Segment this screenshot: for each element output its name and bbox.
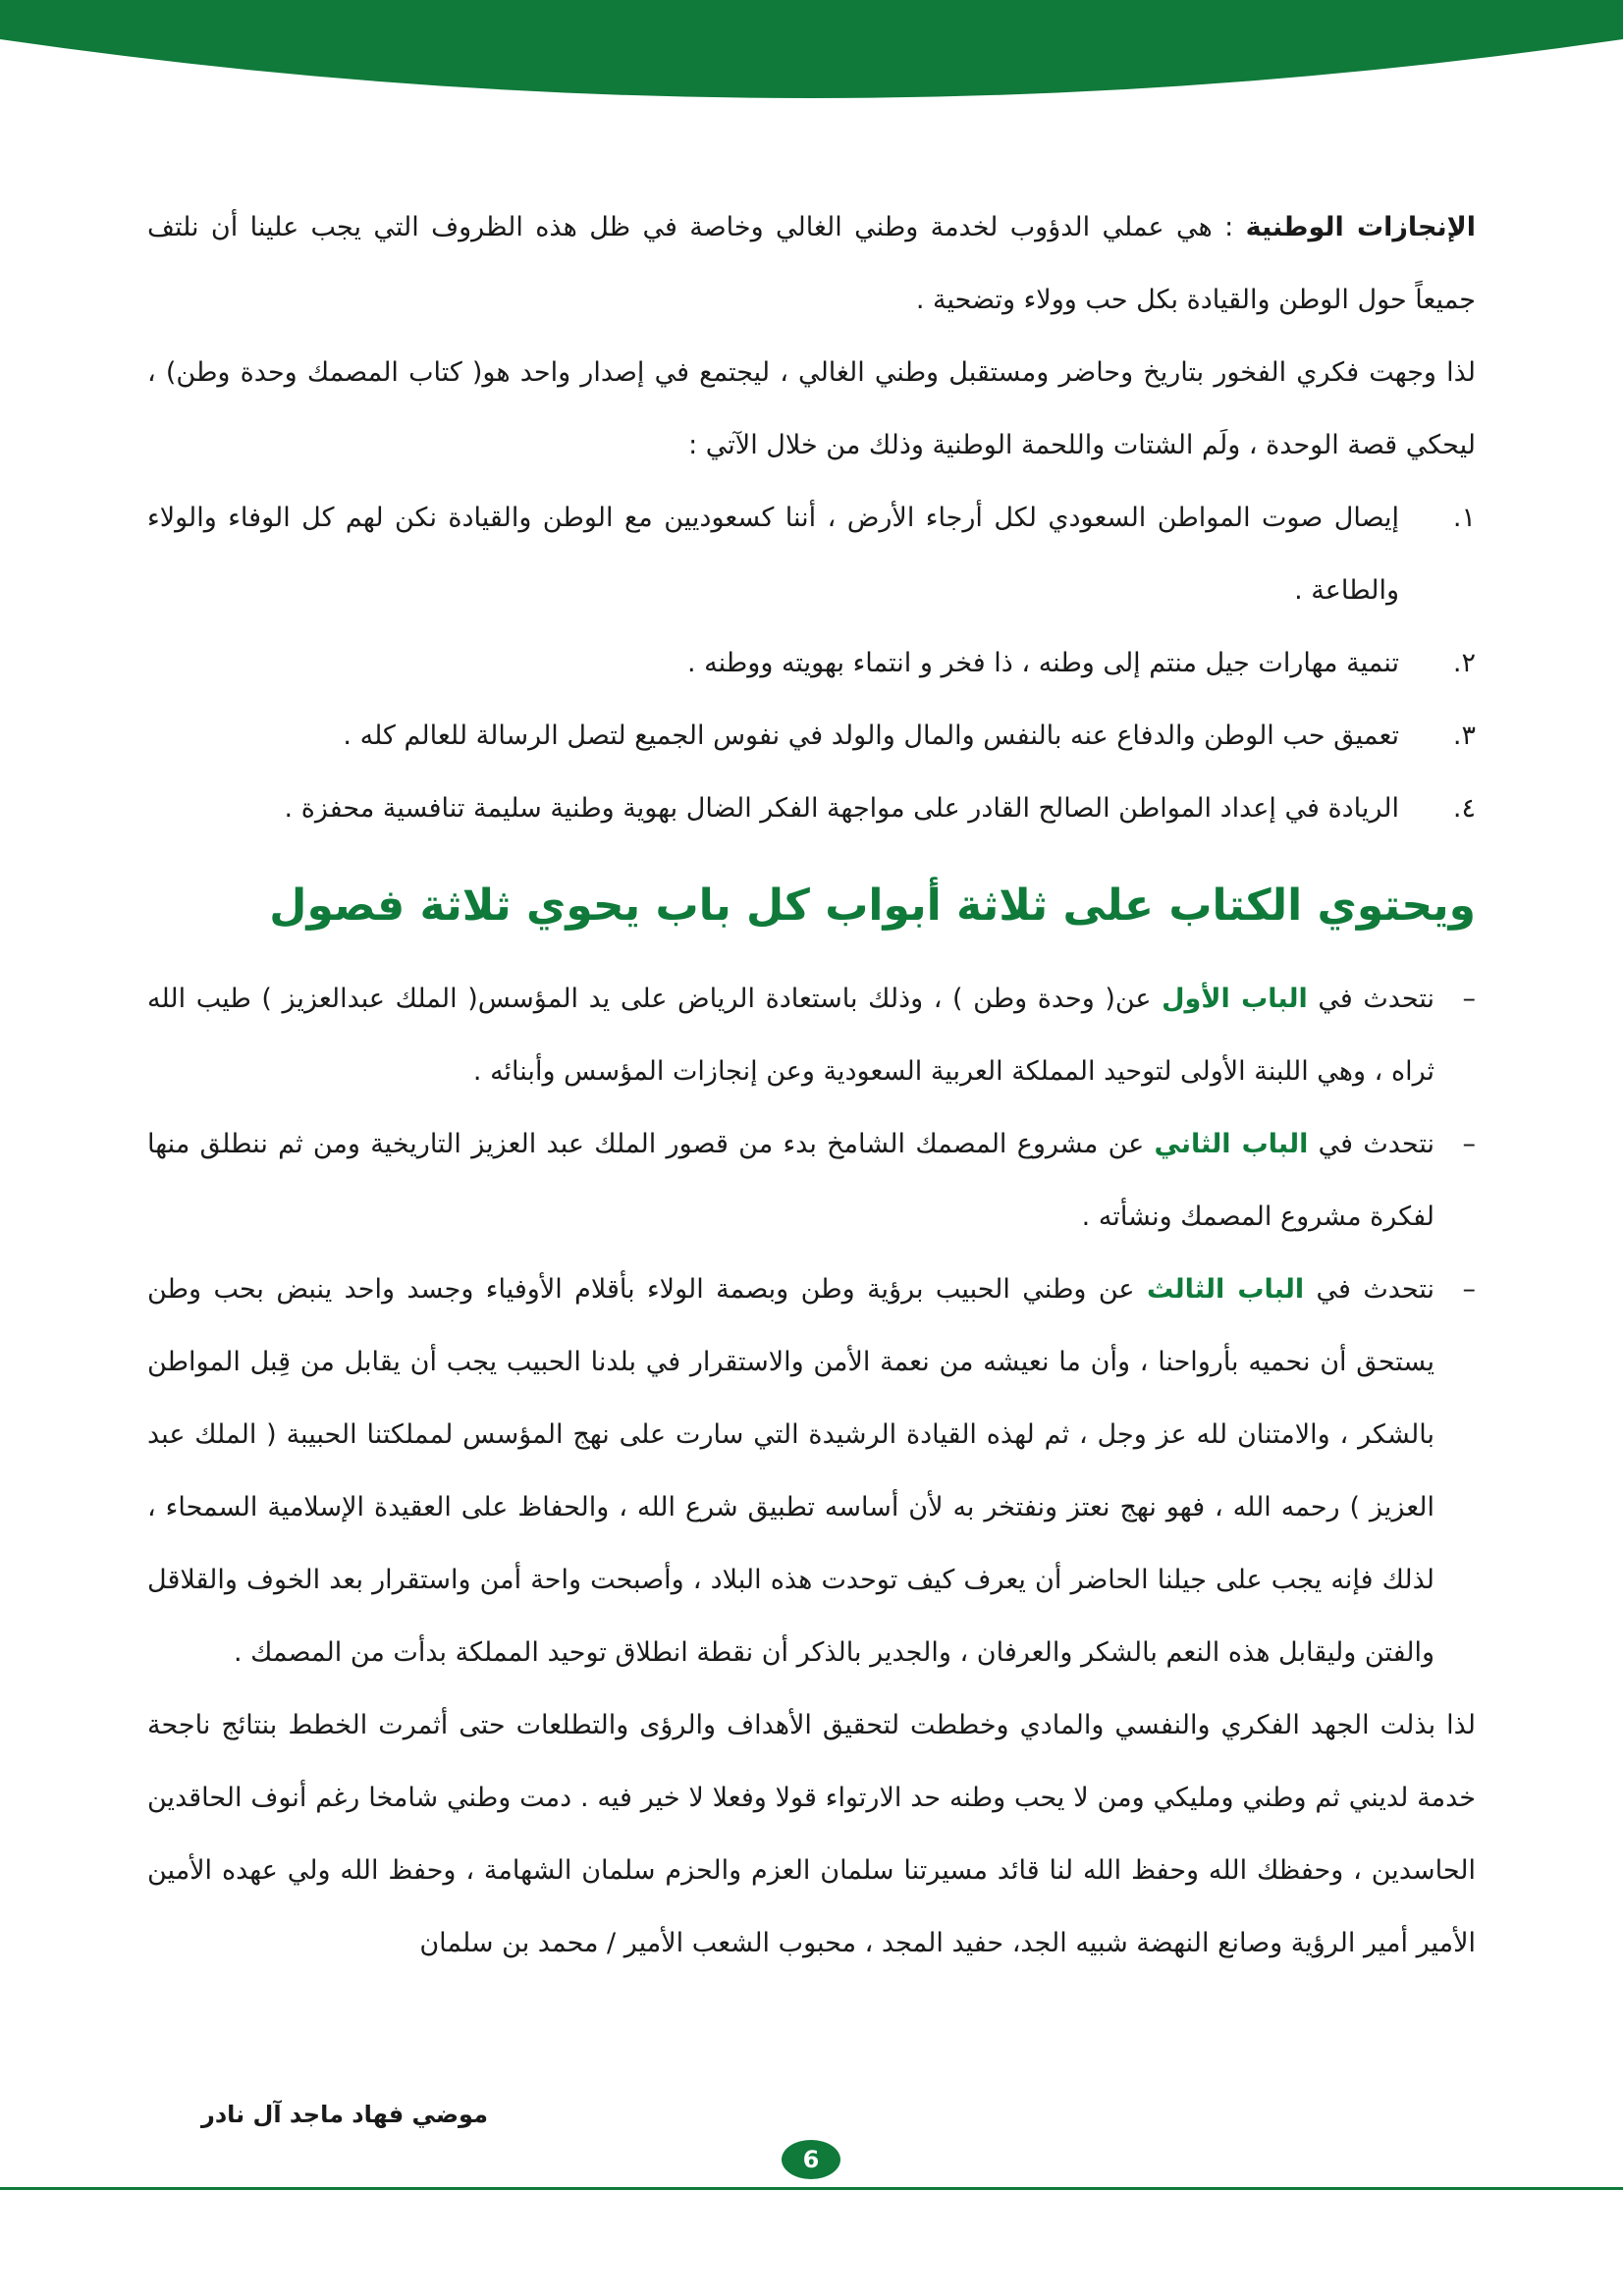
list-item [147,773,1476,845]
chapter-description: عن وطني الحبيب برؤية وطن وبصمة الولاء بأقلام الأوفياء وجسد واحد ينبض بحب وطن يستحق أن نحميه بأرواحنا ، وأن ما نعيشه من نعمة الأمن والاستقرار في بلدنا الحبيب يجب أن يقابل من قِبل المواطن بالشكر ، والامتنان لله عز وجل ، ثم لهذه القيادة الرشيدة التي سارت على نهج المؤسس لمملكتنا الحبيبة ( الملك عبد العزيز ) رحمه الله ، فهو نهج نعتز ونفتخر به لأن أساسه تطبيق شرع الله ، والحفاظ على العقيدة الإسلامية السمحاء ، لذلك فإنه يجب على جيلنا الحاضر أن يعرف كيف توحدت هذه البلاد ، وأصبحت واحة أمن واستقرار بعد الخوف والقلاقل والفتن وليقابل هذه النعم بالشكر والعرفان ، والجدير بالذكر أن نقطة انطلاق توحيد المملكة بدأت من المصمك . [147,1274,1434,1668]
chapter-name: الباب الثالث [1146,1274,1305,1305]
chapter-description: عن مشروع المصمك الشامخ بدء من قصور الملك عبد العزيز التاريخية ومن ثم ننطلق منها لفكرة مشروع المصمك ونشأته . [147,1129,1434,1232]
dash-marker: – [1462,1274,1476,1305]
list-item-number: ٣. [1452,721,1476,751]
dash-marker: – [1462,1129,1476,1159]
list-item [147,700,1476,773]
intro-text: : هي عملي الدؤوب لخدمة وطني الغالي وخاصة في ظل هذه الظروف التي يجب علينا أن نلتف جميعاً حول الوطن والقيادة بكل حب وولاء وتضحية . [147,212,1476,315]
list-item-text: الريادة في إعداد المواطن الصالح القادر على مواجهة الفكر الضال بهوية وطنية سليمة تنافسية محفزة . [284,793,1399,824]
chapter-intro-text: نتحدث في [1304,1274,1435,1305]
list-item-text: إيصال صوت المواطن السعودي لكل أرجاء الأرض ، أننا كسعوديين مع الوطن والقيادة نكن لهم كل الوفاء والولاء والطاعة . [147,503,1399,606]
chapter-name: الباب الثاني [1154,1129,1309,1159]
closing-paragraph: لذا بذلت الجهد الفكري والنفسي والمادي وخططت لتحقيق الأهداف والرؤى والتطلعات حتى أثمرت الخطط بنتائج ناجحة خدمة لديني ثم وطني ومليكي ومن لا يحب وطنه حد الارتواء قولا وفعلا لا خير فيه . دمت وطني شامخا رغم أنوف الحاقدين الحاسدين ، وحفظك الله وحفظ الله لنا قائد مسيرتنا سلمان العزم والحزم سلمان الشهامة ، وحفظ الله ولي عهده الأمين الأمير أمير الرؤية وصانع النهضة شبيه الجد، حفيد المجد ، محبوب الشعب الأمير / محمد بن سلمان [147,1710,1476,1958]
list-item-number: ٤. [1452,793,1476,824]
section-heading: ويحتوي الكتاب على ثلاثة أبواب كل باب يحوي ثلاثة فصول [269,881,1476,931]
direction-paragraph: لذا وجهت فكري الفخور بتاريخ وحاضر ومستقبل وطني الغالي ، ليجتمع في إصدار واحد هو( كتاب المصمك وحدة وطن) ، ليحكي قصة الوحدة ، ولَم الشتات واللحمة الوطنية وذلك من خلال الآتي : [147,357,1476,460]
chapter-intro-text: نتحدث في [1308,1129,1434,1159]
list-item [147,627,1476,700]
chapter-item-second [147,1108,1476,1254]
chapter-description: عن( وحدة وطن ) ، وذلك باستعادة الرياض على يد المؤسس( الملك عبدالعزيز ) طيب الله ثراه ، وهي اللبنة الأولى لتوحيد المملكة العربية السعودية وعن إنجازات المؤسس وأبنائه . [147,984,1434,1087]
page-number-badge: 6 [782,2140,840,2179]
national-achievements-term: الإنجازات الوطنية [1245,212,1476,242]
intro-paragraph [147,191,1476,337]
author-name: موضي فهاد ماجد آل نادر [201,2101,488,2128]
chapter-item-third [147,1254,1476,1689]
top-green-banner [0,0,1623,108]
list-item-text: تعميق حب الوطن والدفاع عنه بالنفس والمال والولد في نفوس الجميع لتصل الرسالة للعالم كله . [343,721,1399,751]
list-item-text: تنمية مهارات جيل منتم إلى وطنه ، ذا فخر و انتماء بهويته ووطنه . [687,648,1399,678]
list-item-number: ٢. [1452,648,1476,678]
goals-list [147,482,1476,845]
list-item [147,482,1476,627]
bottom-divider [0,2187,1623,2190]
list-item-number: ١. [1452,503,1476,533]
page-body [147,191,1476,1980]
chapter-item-first [147,963,1476,1108]
dash-marker: – [1462,984,1476,1014]
chapter-name: الباب الأول [1162,984,1308,1014]
chapter-intro-text: نتحدث في [1307,984,1434,1014]
